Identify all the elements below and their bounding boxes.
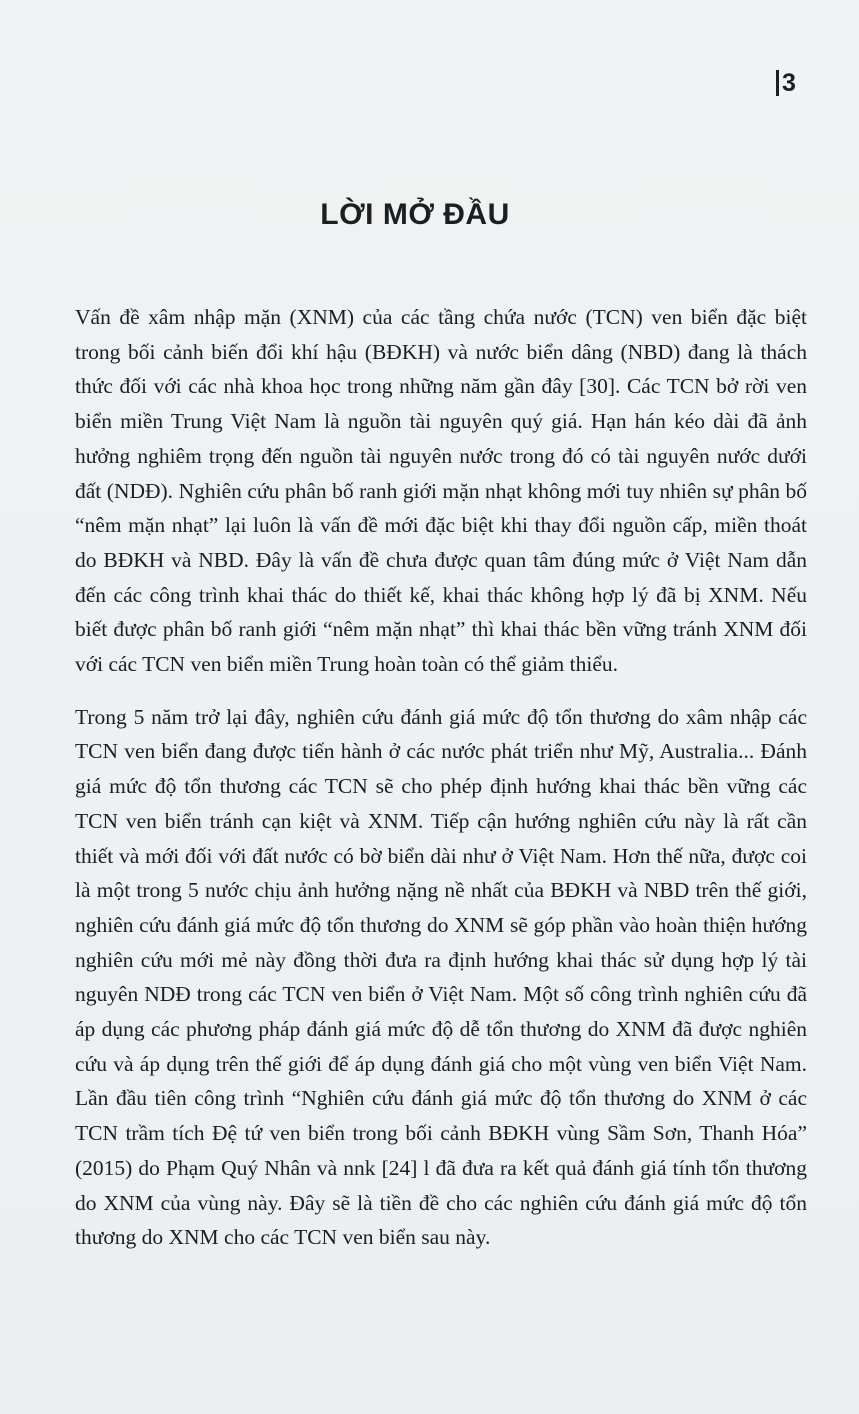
paragraph-1: Vấn đề xâm nhập mặn (XNM) của các tầng chứa nước (TCN) ven biển đặc biệt trong bối cảnh biến đổi khí hậu (BĐKH) và nước biển dâng (NBD) đang là thách thức đối với các nhà khoa học trong những năm gần đây [30]. Các TCN bở rời ven biển miền Trung Việt Nam là nguồn tài nguyên quý giá. Hạn hán kéo dài đã ảnh hưởng nghiêm trọng đến nguồn tài nguyên nước trong đó có tài nguyên nước dưới đất (NDĐ). Nghiên cứu phân bố ranh giới mặn nhạt không mới tuy nhiên sự phân bố “nêm mặn nhạt” lại luôn là vấn đề mới đặc biệt khi thay đổi nguồn cấp, miền thoát do BĐKH và NBD. Đây là vấn đề chưa được quan tâm đúng mức ở Việt Nam dẫn đến các công trình khai thác do thiết kế, khai thác không hợp lý đã bị XNM. Nếu biết được phân bố ranh giới “nêm mặn nhạt” thì khai thác bền vững tránh XNM đối với các TCN ven biển miền Trung hoàn toàn có thể giảm thiểu. (75, 305, 807, 677)
paragraph-2: Trong 5 năm trở lại đây, nghiên cứu đánh giá mức độ tổn thương do xâm nhập các TCN ven biển đang được tiến hành ở các nước phát triển như Mỹ, Australia... Đánh giá mức độ tổn thương các TCN sẽ cho phép định hướng khai thác bền vững các TCN ven biển tránh cạn kiệt và XNM. Tiếp cận hướng nghiên cứu này là rất cần thiết và mới đối với đất nước có bờ biển dài như ở Việt Nam. Hơn thế nữa, được coi là một trong 5 nước chịu ảnh hưởng nặng nề nhất của BĐKH và NBD trên thế giới, nghiên cứu đánh giá mức độ tổn thương do XNM sẽ góp phần vào hoàn thiện hướng nghiên cứu mới mẻ này đồng thời đưa ra định hướng khai thác sử dụng hợp lý tài nguyên NDĐ trong các TCN ven biển ở Việt Nam. Một số công trình nghiên cứu đã áp dụng các phương pháp đánh giá mức độ dễ tổn thương do XNM đã được nghiên cứu và áp dụng trên thế giới để áp dụng đánh giá cho một vùng ven biển Việt Nam. Lần đầu tiên công trình “Nghiên cứu đánh giá mức độ tổn thương do XNM ở các TCN trầm tích Đệ tứ ven biển trong bối cảnh BĐKH vùng Sầm Sơn, Thanh Hóa” (2015) do Phạm Quý Nhân và nnk [24] l đã đưa ra kết quả đánh giá tính tổn thương do XNM của vùng này. Đây sẽ là tiền đề cho các nghiên cứu đánh giá mức độ tổn thương do XNM cho các TCN ven biển sau này. (75, 704, 807, 1250)
page-number: 3 (776, 70, 796, 96)
body-text (75, 300, 807, 1255)
page-title: LỜI MỞ ĐẦU (320, 198, 510, 231)
